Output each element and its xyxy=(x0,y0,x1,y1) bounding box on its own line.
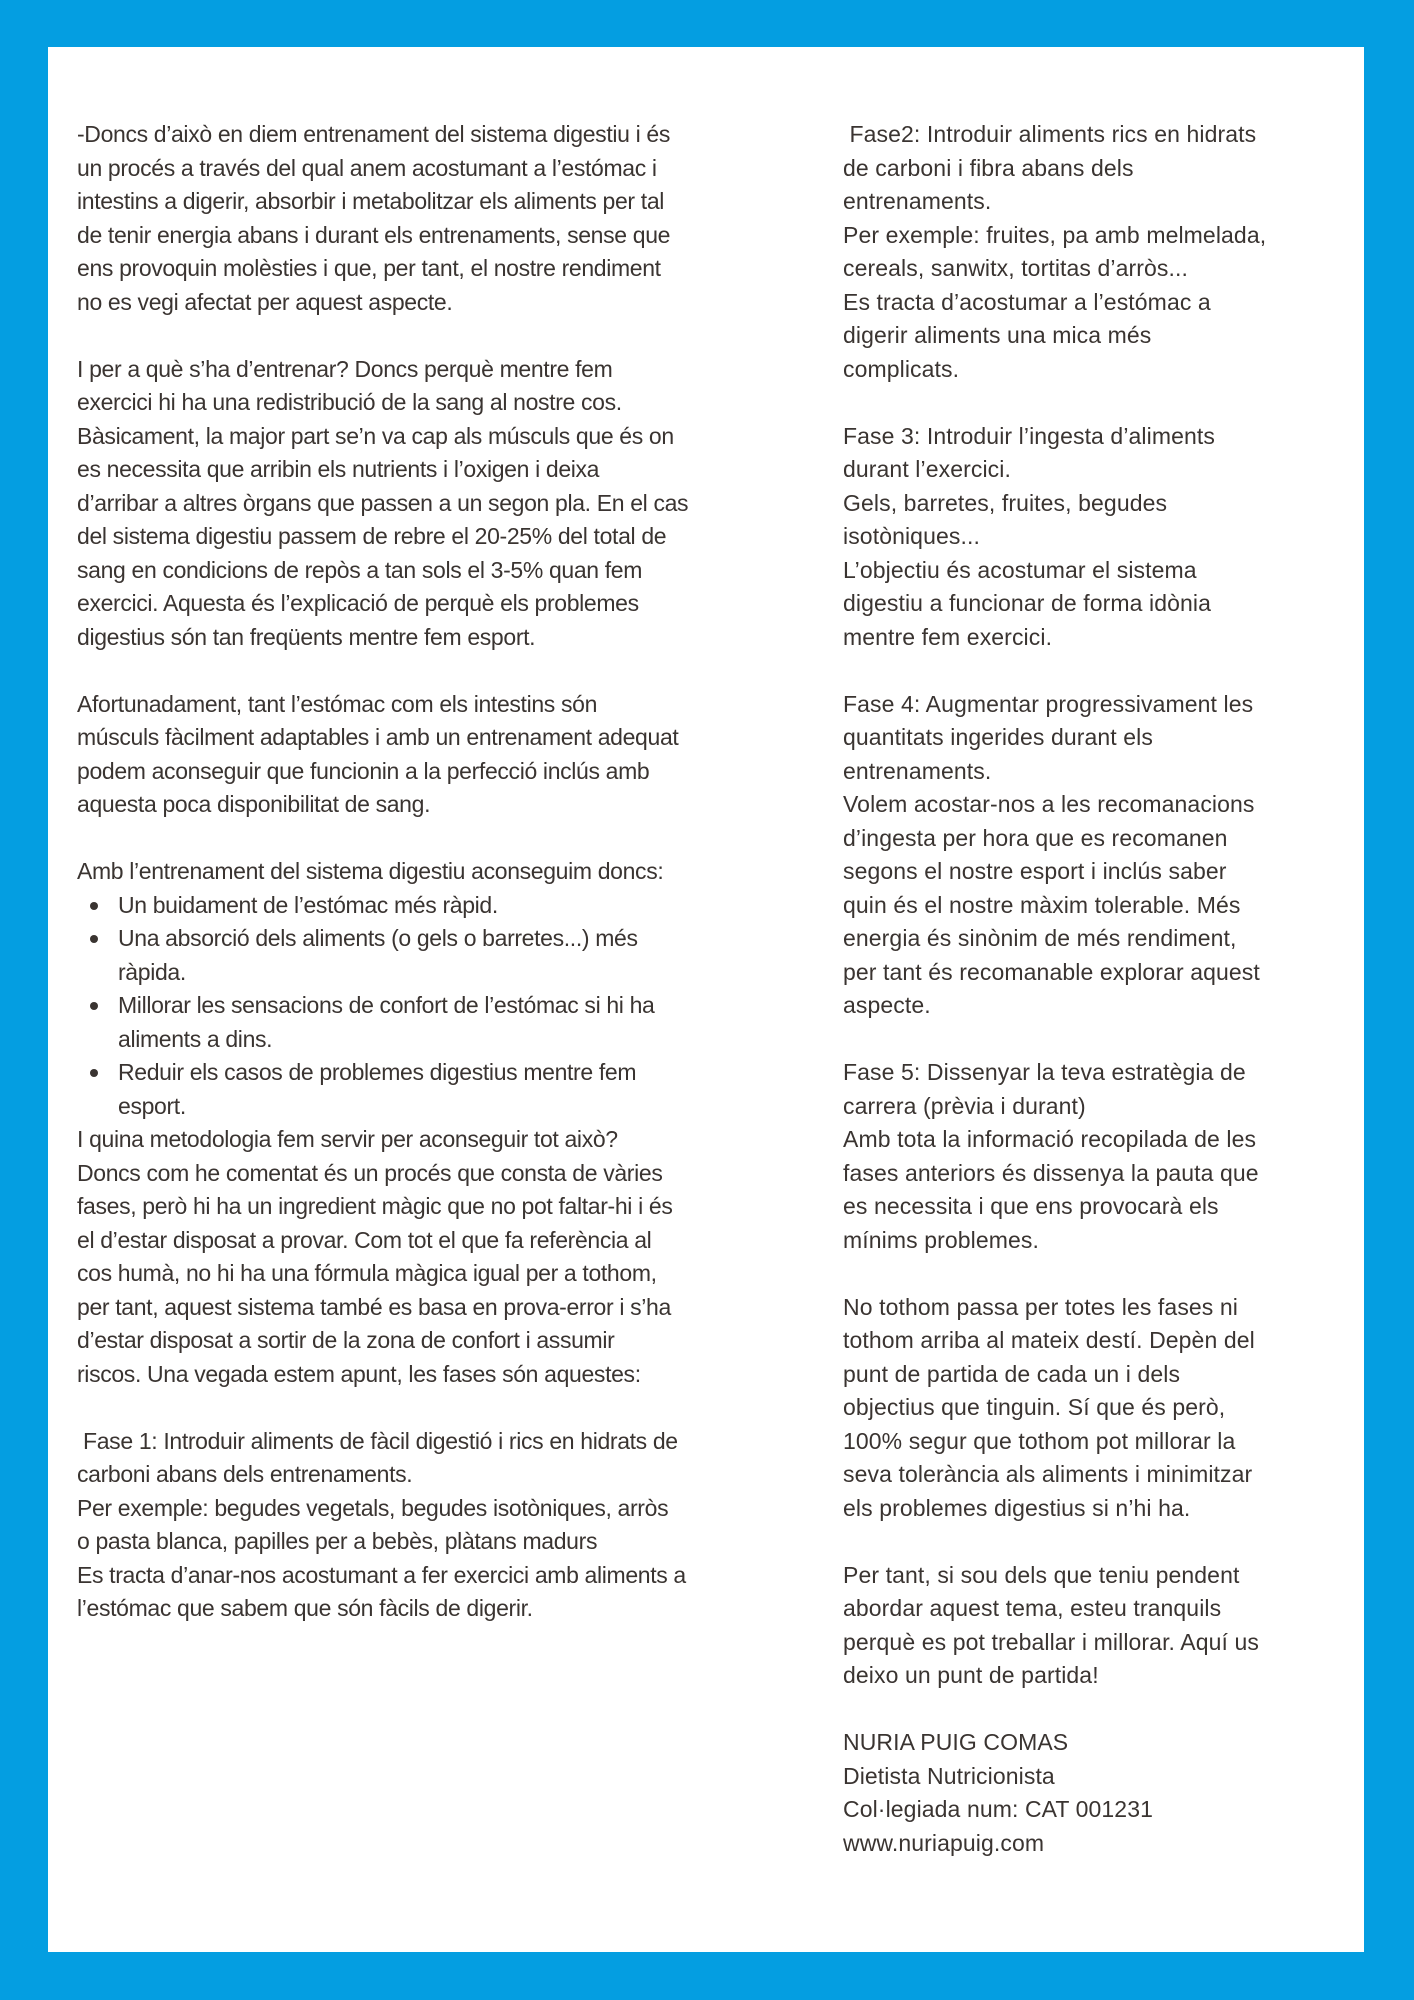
text-line: fases, però hi ha un ingredient màgic que no pot faltar-hi i és xyxy=(77,1193,673,1219)
text-line: aquesta poca disponibilitat de sang. xyxy=(77,791,431,817)
text-line: quin és el nostre màxim tolerable. Més xyxy=(843,891,1241,918)
methodology-paragraph xyxy=(77,1123,817,1391)
text-line: Reduir els casos de problemes digestius mentre fem xyxy=(118,1059,637,1085)
text-line: carboni abans dels entrenaments. xyxy=(77,1461,413,1487)
text-line: Fase2: Introduir aliments rics en hidrats xyxy=(843,121,1257,147)
text-line: Bàsicament, la major part se’n va cap als músculs que és on xyxy=(77,422,674,449)
left-column xyxy=(77,118,817,1659)
bullet-icon xyxy=(90,935,98,943)
text-line: abordar aquest tema, esteu tranquils xyxy=(843,1595,1222,1621)
not-everyone-paragraph xyxy=(843,1291,1343,1526)
signature-block xyxy=(843,1726,1343,1860)
text-line: perquè es pot treballar i millorar. Aquí us xyxy=(843,1628,1259,1655)
text-line: d’arribar a altres òrgans que passen a un segon pla. En el cas xyxy=(77,489,689,516)
text-line: per tant és recomanable explorar aquest xyxy=(843,958,1260,985)
bullet-icon xyxy=(90,902,98,910)
text-line: un procés a través del qual anem acostumant a l’estómac i xyxy=(77,154,657,181)
text-line: l’estómac que sabem que són fàcils de digerir. xyxy=(77,1595,533,1621)
text-line: quantitats ingerides durant els xyxy=(843,724,1153,750)
text-line: el d’estar disposat a provar. Com tot el que fa referència al xyxy=(77,1226,652,1253)
text-line: segons el nostre esport i inclús saber xyxy=(843,858,1227,884)
text-line: objectius que tinguin. Sí que és però, xyxy=(843,1394,1226,1420)
text-line: intestins a digerir, absorbir i metabolitzar els aliments per tal xyxy=(77,188,665,214)
text-line: es necessita que arribin els nutrients i l’oxigen i deixa xyxy=(77,456,600,482)
text-line: Fase 3: Introduir l’ingesta d’aliments xyxy=(843,422,1215,449)
text-line: no es vegi afectat per aquest aspecte. xyxy=(77,288,453,315)
text-line: podem aconseguir que funcionin a la perfecció inclús amb xyxy=(77,757,650,784)
intro-paragraph xyxy=(77,118,817,319)
text-line: energia és sinònim de més rendiment, xyxy=(843,925,1237,951)
text-line: exercici hi ha una redistribució de la sang al nostre cos. xyxy=(77,389,622,415)
text-line: els problemes digestius si n’hi ha. xyxy=(843,1494,1191,1521)
text-line: aspecte. xyxy=(843,992,931,1018)
text-line: Fase 4: Augmentar progressivament les xyxy=(843,690,1254,717)
benefits-intro: Amb l’entrenament del sistema digestiu aconseguim doncs: xyxy=(77,858,664,884)
list-item xyxy=(77,922,817,989)
text-line: carrera (prèvia i durant) xyxy=(843,1092,1086,1119)
text-line: entrenaments. xyxy=(843,188,992,214)
text-line: seva tolerància als aliments i minimitzar xyxy=(843,1461,1253,1487)
text-line: Per tant, si sou dels que teniu pendent xyxy=(843,1561,1240,1588)
text-line: deixo un punt de partida! xyxy=(843,1662,1099,1688)
right-column xyxy=(843,118,1343,1860)
fortunately-paragraph xyxy=(77,688,817,822)
text-line: ens provoquin molèsties i que, per tant, el nostre rendiment xyxy=(77,255,661,281)
text-line: isotòniques... xyxy=(843,523,980,549)
author-name: NURIA PUIG COMAS xyxy=(843,1729,1069,1755)
text-line: L’objectiu és acostumar el sistema xyxy=(843,556,1197,583)
text-line: Gels, barretes, fruites, begudes xyxy=(843,489,1168,516)
benefits-section xyxy=(77,855,817,1123)
text-line: -Doncs d’això en diem entrenament del sistema digestiu i és xyxy=(77,121,670,147)
text-line: punt de partida de cada un i dels xyxy=(843,1360,1181,1387)
text-line: músculs fàcilment adaptables i amb un entrenament adequat xyxy=(77,724,679,750)
author-title: Dietista Nutricionista xyxy=(843,1762,1055,1789)
text-line: 100% segur que tothom pot millorar la xyxy=(843,1427,1236,1454)
text-line: Fase 5: Dissenyar la teva estratègia de xyxy=(843,1059,1246,1085)
phase-1-paragraph xyxy=(77,1425,817,1626)
text-line: o pasta blanca, papilles per a bebès, plàtans madurs xyxy=(77,1528,598,1554)
text-line: es necessita i que ens provocarà els xyxy=(843,1193,1219,1219)
phase-4-paragraph xyxy=(843,688,1343,1023)
text-line: del sistema digestiu passem de rebre el 20-25% del total de xyxy=(77,523,667,549)
phase-5-paragraph xyxy=(843,1056,1343,1257)
list-item xyxy=(77,889,817,923)
website-link[interactable]: www.nuriapuig.com xyxy=(843,1829,1045,1856)
text-line: durant l’exercici. xyxy=(843,456,1011,482)
text-line: riscos. Una vegada estem apunt, les fases són aquestes: xyxy=(77,1360,641,1387)
text-line: cereals, sanwitx, tortitas d’arròs... xyxy=(843,255,1188,281)
text-line: I per a què s’ha d’entrenar? Doncs perquè mentre fem xyxy=(77,355,613,382)
text-line: exercici. Aquesta és l’explicació de perquè els problemes xyxy=(77,590,639,616)
text-line: d’estar disposat a sortir de la zona de confort i assumir xyxy=(77,1327,615,1353)
text-line: mentre fem exercici. xyxy=(843,623,1053,650)
text-line: entrenaments. xyxy=(843,757,992,784)
text-line: No tothom passa per totes les fases ni xyxy=(843,1293,1239,1320)
text-line: sang en condicions de repòs a tan sols el 3-5% quan fem xyxy=(77,556,643,583)
text-line: fases anteriors és dissenya la pauta que xyxy=(843,1159,1259,1186)
bullet-icon xyxy=(90,1069,98,1077)
text-line: aliments a dins. xyxy=(118,1025,273,1052)
registration-number: Col·legiada num: CAT 001231 xyxy=(843,1796,1153,1822)
text-line: Afortunadament, tant l’estómac com els intestins són xyxy=(77,690,598,717)
list-item xyxy=(77,989,817,1056)
text-line: complicats. xyxy=(843,355,960,382)
text-line: esport. xyxy=(118,1092,186,1119)
text-line: cos humà, no hi ha una fórmula màgica igual per a tothom, xyxy=(77,1260,657,1286)
text-line: Amb tota la informació recopilada de les xyxy=(843,1126,1257,1152)
document-page xyxy=(48,47,1364,1952)
text-line: de carboni i fibra abans dels xyxy=(843,154,1134,181)
text-line: ràpida. xyxy=(118,958,186,985)
text-line: Es tracta d’anar-nos acostumant a fer exercici amb aliments a xyxy=(77,1561,686,1588)
text-line: digerir aliments una mica més xyxy=(843,322,1152,348)
bullet-icon xyxy=(90,1002,98,1010)
text-line: Per exemple: begudes vegetals, begudes isotòniques, arròs xyxy=(77,1494,669,1521)
text-line: Per exemple: fruites, pa amb melmelada, xyxy=(843,221,1267,248)
text-line: tothom arriba al mateix destí. Depèn del xyxy=(843,1327,1255,1353)
why-paragraph xyxy=(77,353,817,655)
benefits-list xyxy=(77,889,817,1124)
text-line: Fase 1: Introduir aliments de fàcil digestió i rics en hidrats de xyxy=(77,1427,678,1454)
closing-paragraph xyxy=(843,1559,1343,1693)
text-line: Millorar les sensacions de confort de l’estómac si hi ha xyxy=(118,992,655,1018)
text-line: Doncs com he comentat és un procés que consta de vàries xyxy=(77,1159,663,1186)
text-line: I quina metodologia fem servir per aconseguir tot això? xyxy=(77,1126,618,1152)
text-line: Volem acostar-nos a les recomanacions xyxy=(843,791,1255,817)
text-line: d’ingesta per hora que es recomanen xyxy=(843,824,1228,851)
text-line: digestius són tan freqüents mentre fem esport. xyxy=(77,623,536,650)
text-line: digestiu a funcionar de forma idònia xyxy=(843,590,1211,616)
text-line: mínims problemes. xyxy=(843,1226,1039,1253)
phase-3-paragraph xyxy=(843,420,1343,655)
text-line: Es tracta d’acostumar a l’estómac a xyxy=(843,288,1211,315)
text-line: de tenir energia abans i durant els entrenaments, sense que xyxy=(77,221,671,248)
text-line: per tant, aquest sistema també es basa en prova-error i s’ha xyxy=(77,1293,671,1320)
text-line: Un buidament de l’estómac més ràpid. xyxy=(118,891,498,918)
text-line: Una absorció dels aliments (o gels o barretes...) més xyxy=(118,925,638,951)
phase-2-paragraph xyxy=(843,118,1343,386)
list-item xyxy=(77,1056,817,1123)
